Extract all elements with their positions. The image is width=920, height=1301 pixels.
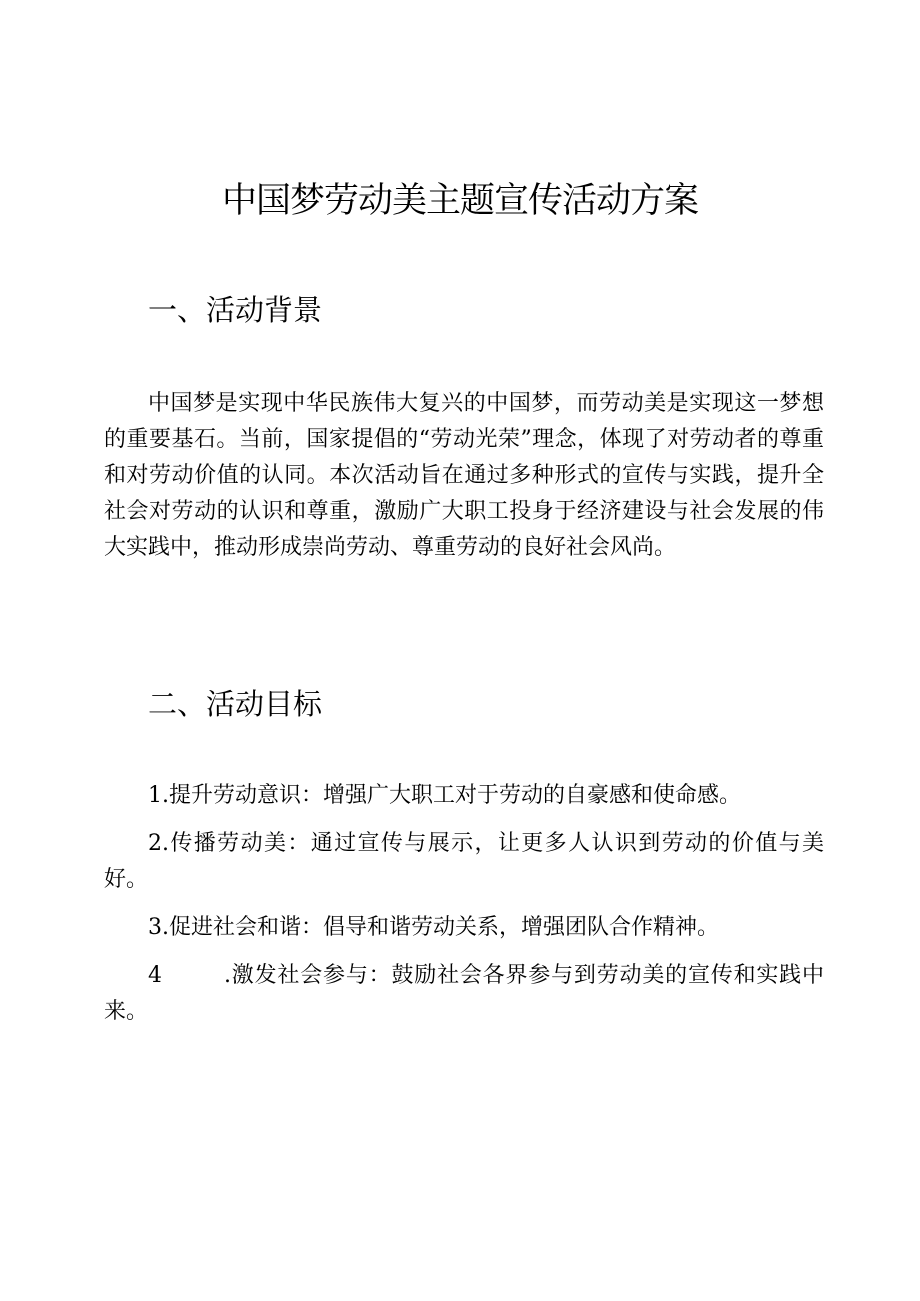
- goal-text: .促进社会和谐：倡导和谐劳动关系，增强团队合作精神。: [162, 915, 719, 940]
- goal-number: 4: [148, 963, 162, 988]
- background-paragraph: 中国梦是实现中华民族伟大复兴的中国梦，而劳动美是实现这一梦想的重要基石。当前，国家提倡的“劳动光荣”理念，体现了对劳动者的尊重和对劳动价值的认同。本次活动旨在通过多种形式的宣传与实践，提升全社会对劳动的认识和尊重，激励广大职工投身于经济建设与社会发展的伟大实践中，推动形成崇尚劳动、尊重劳动的良好社会风尚。: [104, 391, 824, 560]
- goals-list: [104, 778, 824, 1042]
- section-heading-background: 一、活动背景: [148, 293, 323, 327]
- goal-text: .传播劳动美：通过宣传与展示，让更多人认识到劳动的价值与美好。: [104, 831, 824, 892]
- goal-item: [104, 778, 824, 814]
- goal-number: 3: [148, 915, 162, 940]
- goal-text: .提升劳动意识：增强广大职工对于劳动的自豪感和使命感。: [162, 783, 741, 808]
- section-heading-goals: 二、活动目标: [148, 687, 323, 721]
- goal-item: [104, 910, 824, 946]
- document-title: 中国梦劳动美主题宣传活动方案: [221, 181, 698, 221]
- goal-text: .激发社会参与：鼓励社会各界参与到劳动美的宣传和实践中来。: [104, 963, 824, 1024]
- goal-item: [104, 826, 824, 898]
- goal-number: 2: [148, 831, 162, 856]
- goal-item: [104, 958, 824, 1030]
- goal-number: 1: [148, 783, 162, 808]
